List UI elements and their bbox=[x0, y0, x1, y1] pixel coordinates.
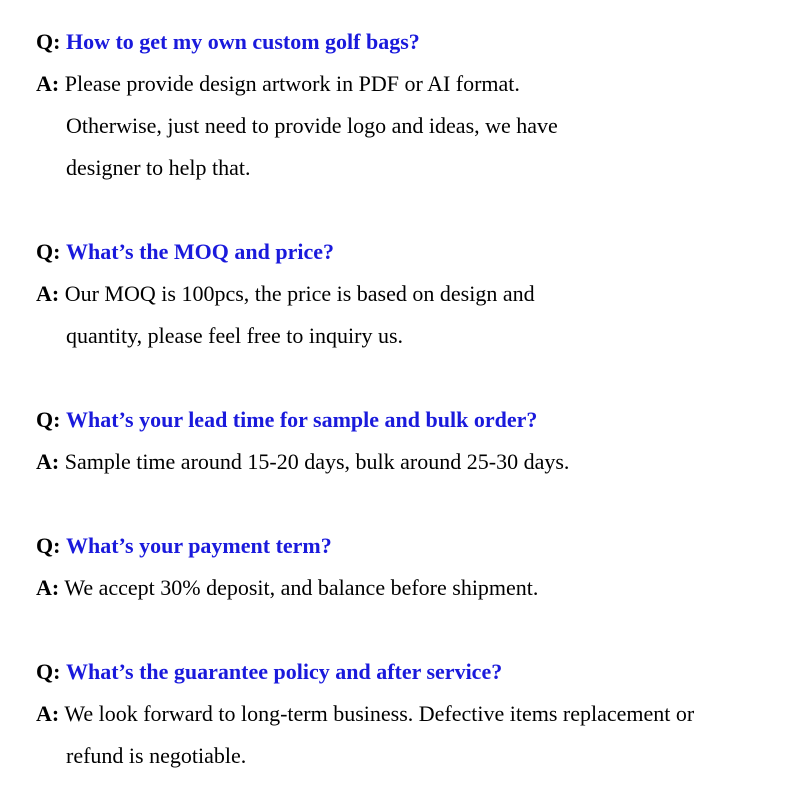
faq-question-5 bbox=[36, 658, 502, 686]
answer-prefix: A: bbox=[36, 449, 60, 474]
question-prefix: Q: bbox=[36, 407, 61, 432]
answer-text: refund is negotiable. bbox=[66, 743, 247, 768]
question-text: What’s your lead time for sample and bulk order? bbox=[65, 407, 538, 432]
answer-prefix: A: bbox=[36, 281, 60, 306]
question-text: How to get my own custom golf bags? bbox=[65, 29, 420, 54]
faq-answer-3 bbox=[36, 448, 569, 476]
answer-text: quantity, please feel free to inquiry us. bbox=[66, 323, 404, 348]
question-text: What’s your payment term? bbox=[65, 533, 332, 558]
question-prefix: Q: bbox=[36, 659, 61, 684]
answer-text: Our MOQ is 100pcs, the price is based on design and bbox=[64, 281, 535, 306]
question-text: What’s the MOQ and price? bbox=[65, 239, 335, 264]
answer-text: Please provide design artwork in PDF or AI format. bbox=[64, 71, 520, 96]
answer-prefix: A: bbox=[36, 71, 60, 96]
faq-answer-5 bbox=[36, 700, 694, 728]
question-text: What’s the guarantee policy and after service? bbox=[65, 659, 503, 684]
faq-question-4 bbox=[36, 532, 332, 560]
faq-answer-4 bbox=[36, 574, 538, 602]
answer-prefix: A: bbox=[36, 575, 60, 600]
faq-answer-2 bbox=[36, 280, 535, 308]
faq-answer-1-line-3 bbox=[66, 154, 251, 182]
faq-question-2 bbox=[36, 238, 334, 266]
answer-text: We accept 30% deposit, and balance before shipment. bbox=[64, 575, 539, 600]
faq-answer-5-line-2 bbox=[66, 742, 246, 770]
question-prefix: Q: bbox=[36, 239, 61, 264]
answer-text: designer to help that. bbox=[66, 155, 251, 180]
faq-answer-1 bbox=[36, 70, 520, 98]
answer-text: Sample time around 15-20 days, bulk around 25-30 days. bbox=[64, 449, 570, 474]
faq-question-3 bbox=[36, 406, 537, 434]
faq-answer-1-line-2 bbox=[66, 112, 558, 140]
faq-question-1 bbox=[36, 28, 420, 56]
answer-text: We look forward to long-term business. Defective items replacement or bbox=[64, 701, 695, 726]
question-prefix: Q: bbox=[36, 533, 61, 558]
answer-text: Otherwise, just need to provide logo and ideas, we have bbox=[66, 113, 558, 138]
question-prefix: Q: bbox=[36, 29, 61, 54]
answer-prefix: A: bbox=[36, 701, 60, 726]
faq-answer-2-line-2 bbox=[66, 322, 403, 350]
